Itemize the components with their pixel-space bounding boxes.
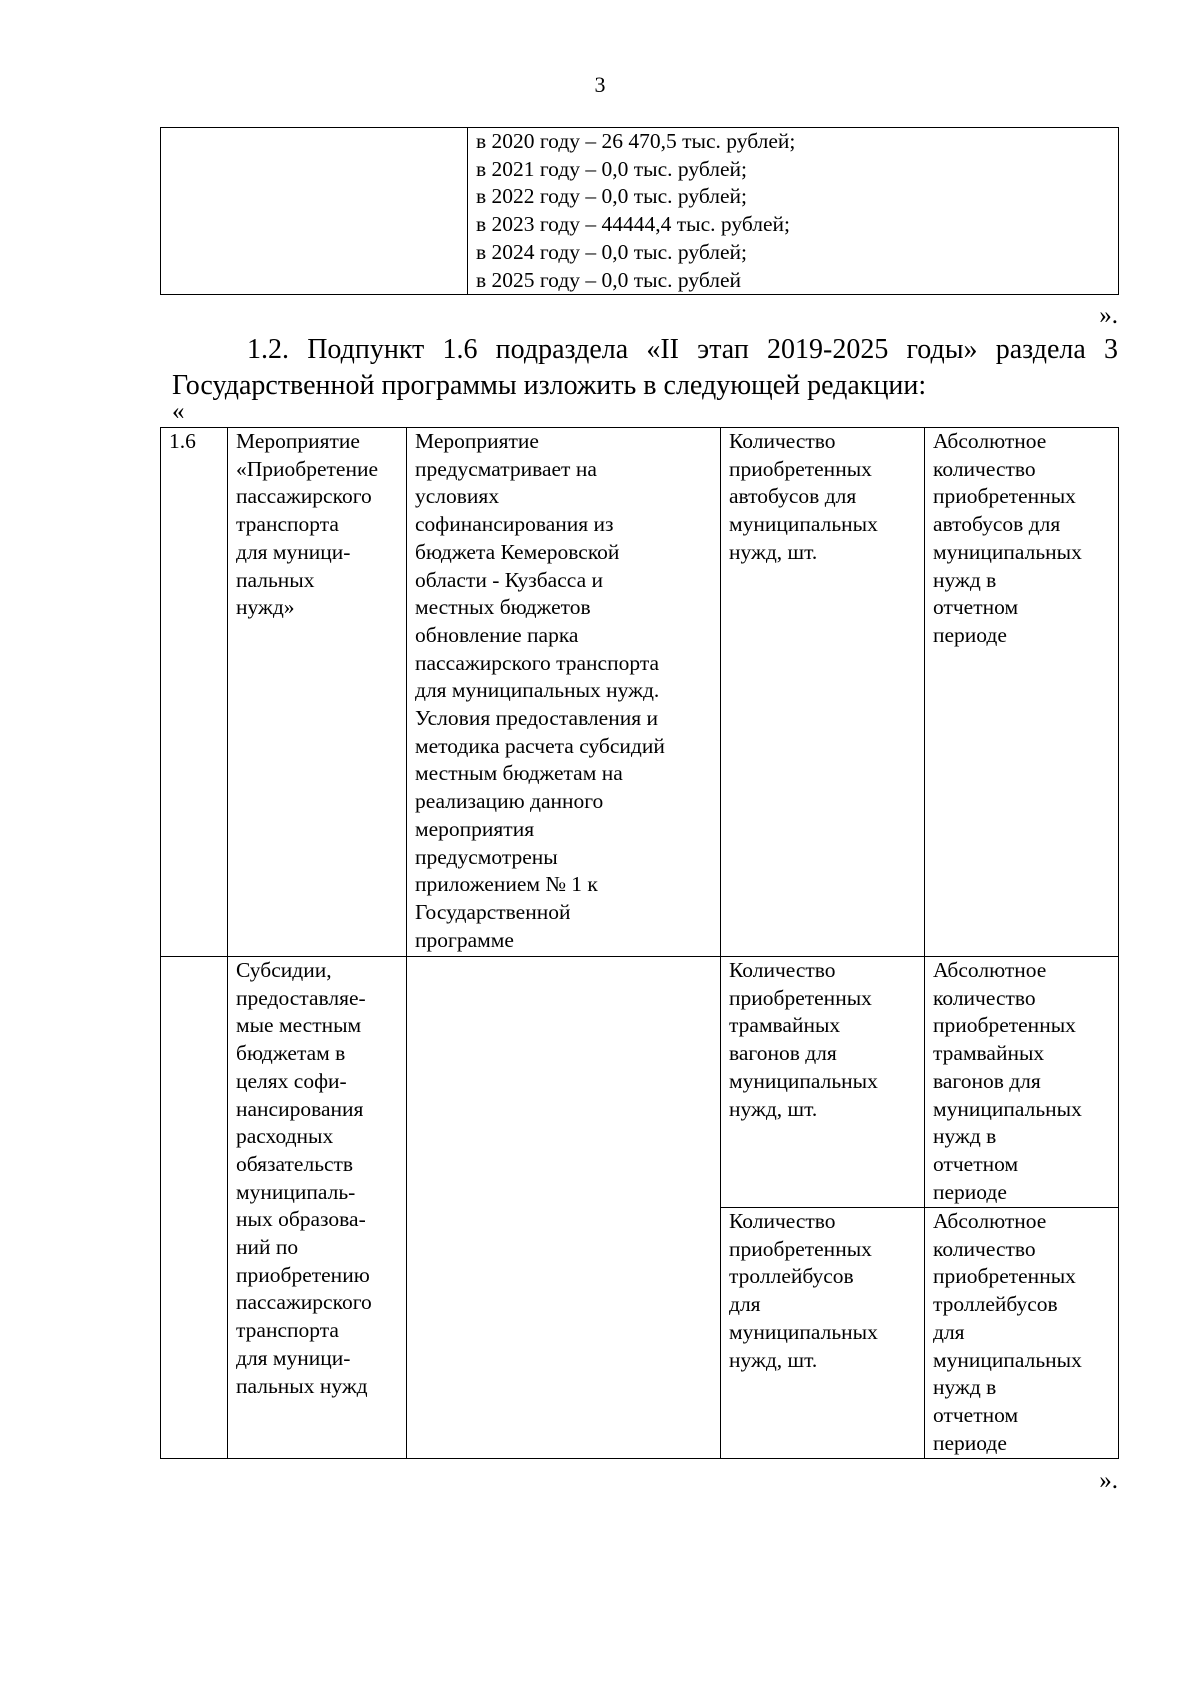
cell-line: муниципальных [933, 1347, 1082, 1372]
cell-line: ных образова- [236, 1207, 366, 1232]
cell-line: приобретенных [729, 1236, 872, 1261]
cell-line: количество [933, 456, 1036, 481]
paragraph-line: 1.2. Подпункт 1.6 подраздела «II этап 2019-2025 годы» раздела 3 [247, 334, 1118, 365]
cell-line: Государственной [415, 899, 571, 924]
program-table [160, 427, 1119, 1459]
page-number: 3 [594, 72, 606, 97]
cell-line: приобретенных [933, 1264, 1076, 1289]
cell-line: муниципальных [729, 1319, 878, 1344]
cell-line: пассажирского [236, 1290, 372, 1315]
cell-line: трамвайных [933, 1041, 1045, 1066]
cell-line: методика расчета субсидий [415, 733, 665, 758]
description-cell [407, 957, 721, 1459]
cell-line: для муниципальных нужд. [415, 678, 660, 703]
cell-line: для муници- [236, 539, 351, 564]
cell-line: отчетном [933, 1151, 1019, 1176]
method-cell [925, 957, 1119, 1208]
cell-line: муниципальных [729, 1068, 878, 1093]
cell-line: Количество [729, 429, 836, 453]
cell-line: ний по [236, 1235, 299, 1260]
cell-line: вагонов для [729, 1041, 837, 1066]
cell-line: автобусов для [933, 512, 1061, 537]
cell-line: бюджетам в [236, 1041, 346, 1066]
cell-line: обновление парка [415, 622, 579, 647]
cell-line: для [933, 1319, 965, 1344]
cell-line: Мероприятие [415, 429, 539, 453]
cell-line: Количество [729, 1209, 836, 1233]
cell-line: пассажирского [236, 484, 372, 509]
table-row [161, 428, 1119, 957]
cell-line: муниципаль- [236, 1179, 356, 1204]
opening-quote: « [172, 398, 185, 425]
cell-line: пальных нужд [236, 1373, 368, 1398]
funding-line: в 2020 году – 26 470,5 тыс. рублей; [476, 129, 796, 153]
funding-empty-cell [161, 128, 468, 295]
cell-line: Абсолютное [933, 958, 1047, 982]
cell-line: троллейбусов [729, 1264, 854, 1289]
cell-line: мые местным [236, 1013, 362, 1038]
row-number-cell: 1.6 [161, 428, 228, 957]
description-cell [407, 428, 721, 957]
cell-line: троллейбусов [933, 1292, 1058, 1317]
funding-line: в 2022 году – 0,0 тыс. рублей; [476, 184, 747, 209]
cell-line: нужд» [236, 595, 295, 620]
cell-line: транспорта [236, 1318, 339, 1343]
cell-line: приложением № 1 к [415, 872, 598, 897]
cell-line: муниципальных [933, 539, 1082, 564]
funding-line: в 2025 году – 0,0 тыс. рублей [476, 267, 742, 292]
cell-line: обязательств [236, 1151, 354, 1176]
method-cell [925, 428, 1119, 957]
cell-line: Условия предоставления и [415, 706, 658, 731]
cell-line: местным бюджетам на [415, 761, 623, 786]
cell-line: транспорта [236, 512, 339, 537]
cell-line: области - Кузбасса и [415, 567, 603, 592]
funding-table [160, 127, 1119, 295]
cell-line: пальных [236, 567, 315, 592]
cell-line: пассажирского транспорта [415, 650, 660, 675]
table-row [161, 957, 1119, 1208]
cell-line: нансирования [236, 1096, 364, 1121]
cell-line: трамвайных [729, 1013, 841, 1038]
indicator-cell [721, 957, 925, 1208]
cell-line: нужд в [933, 567, 997, 592]
cell-line: нужд, шт. [729, 1096, 818, 1121]
event-cell [228, 957, 407, 1459]
row-number-cell [161, 957, 228, 1459]
cell-line: целях софи- [236, 1068, 347, 1093]
cell-line: периоде [933, 622, 1007, 647]
cell-line: Абсолютное [933, 1209, 1047, 1233]
cell-line: нужд в [933, 1375, 997, 1400]
cell-line: муниципальных [933, 1096, 1082, 1121]
cell-line: приобретению [236, 1262, 370, 1287]
cell-line: предусматривает на [415, 456, 597, 481]
indicator-cell [721, 428, 925, 957]
cell-line: приобретенных [933, 484, 1076, 509]
cell-line: приобретенных [729, 985, 872, 1010]
funding-line: в 2021 году – 0,0 тыс. рублей; [476, 156, 747, 181]
method-cell [925, 1208, 1119, 1459]
indicator-cell [721, 1208, 925, 1459]
cell-line: отчетном [933, 1402, 1019, 1427]
amendment-paragraph [172, 332, 1118, 404]
cell-line: вагонов для [933, 1068, 1041, 1093]
event-cell [228, 428, 407, 957]
funding-row [161, 128, 1119, 295]
cell-line: количество [933, 985, 1036, 1010]
funding-line: в 2023 году – 44444,4 тыс. рублей; [476, 212, 790, 237]
funding-cell [468, 128, 1119, 295]
cell-line: Субсидии, [236, 958, 332, 982]
cell-line: количество [933, 1236, 1036, 1261]
cell-line: бюджета Кемеровской [415, 539, 620, 564]
cell-line: для муници- [236, 1345, 351, 1370]
cell-line: реализацию данного [415, 789, 604, 814]
cell-line: отчетном [933, 595, 1019, 620]
cell-line: местных бюджетов [415, 595, 591, 620]
cell-line: нужд в [933, 1124, 997, 1149]
cell-line: приобретенных [933, 1013, 1076, 1038]
cell-line: предоставляе- [236, 985, 366, 1010]
cell-line: периоде [933, 1430, 1007, 1455]
cell-line: мероприятия [415, 816, 535, 841]
cell-line: приобретенных [729, 456, 872, 481]
cell-line: Количество [729, 958, 836, 982]
closing-quote: ». [1099, 302, 1118, 329]
paragraph-line: Государственной программы изложить в следующей редакции: [172, 370, 927, 401]
cell-line: для [729, 1292, 761, 1317]
cell-line: «Приобретение [236, 456, 379, 481]
cell-line: периоде [933, 1179, 1007, 1204]
cell-line: нужд, шт. [729, 539, 818, 564]
cell-line: нужд, шт. [729, 1347, 818, 1372]
cell-line: муниципальных [729, 512, 878, 537]
cell-line: условиях [415, 484, 500, 509]
cell-line: автобусов для [729, 484, 857, 509]
cell-line: программе [415, 927, 514, 952]
cell-line: Мероприятие [236, 429, 360, 453]
cell-line: Абсолютное [933, 429, 1047, 453]
cell-line: предусмотрены [415, 844, 558, 869]
closing-quote: ». [1099, 1467, 1118, 1494]
funding-line: в 2024 году – 0,0 тыс. рублей; [476, 239, 747, 264]
cell-line: софинансирования из [415, 512, 614, 537]
cell-line: расходных [236, 1124, 334, 1149]
